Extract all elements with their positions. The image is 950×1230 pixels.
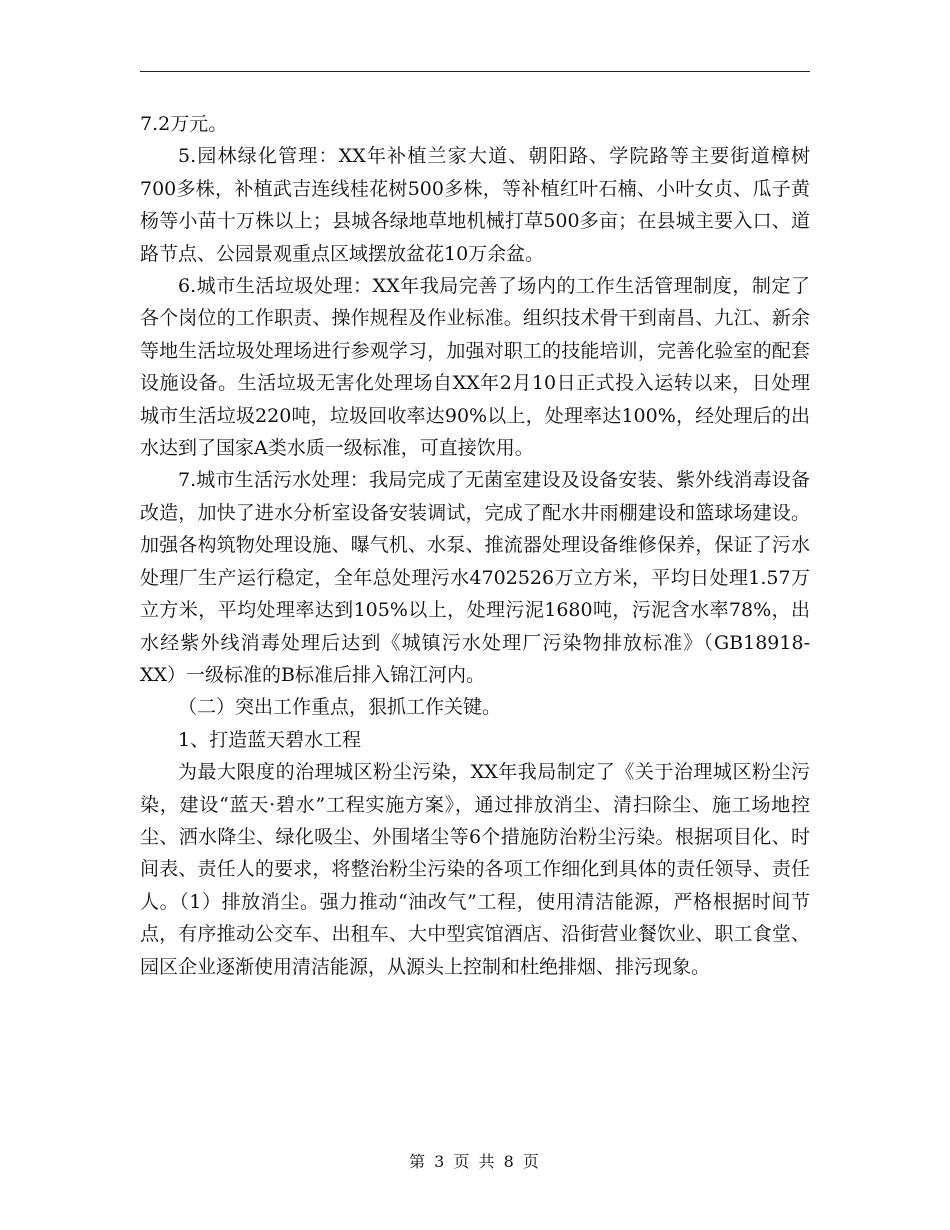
paragraph-garden-management: 5.园林绿化管理：XX年补植兰家大道、朝阳路、学院路等主要街道樟树700多株，补植武吉连线桂花树500多株，等补植红叶石楠、小叶女贞、瓜子黄杨等小苗十万株以上；县城各绿地草地机械打草500多亩；在县城主要入口、道路节点、公园景观重点区域摆放盆花10万余盆。 (140, 145, 810, 265)
paragraph-dust-control: 为最大限度的治理城区粉尘污染，XX年我局制定了《关于治理城区粉尘污染，建设“蓝天·碧水”工程实施方案》，通过排放消尘、清扫除尘、施工场地控尘、洒水降尘、绿化吸尘、外围堵尘等6个措施防治粉尘污染。根据项目化、时间表、责任人的要求，将整治粉尘污染的各项工作细化到具体的责任领导、责任人。（1）排放消尘。强力推动“油改气”工程，使用清洁能源，严格根据时间节点，有序推动公交车、出租车、大中型宾馆酒店、沿街营业餐饮业、职工食堂、园区企业逐渐使用清洁能源，从源头上控制和杜绝排烟、排污现象。 (140, 761, 810, 978)
paragraph-continued: 7.2万元。 (140, 113, 228, 135)
subheading-blue-sky-project: 1、打造蓝天碧水工程 (178, 728, 362, 751)
section-heading-2: （二）突出工作重点，狠抓工作关键。 (178, 696, 502, 719)
page-number: 第 3 页 共 8 页 (409, 1152, 541, 1171)
document-body (140, 108, 810, 983)
paragraph-sewage-processing: 7.城市生活污水处理：我局完成了无菌室建设及设备安装、紫外线消毒设备改造，加快了进水分析室设备安装调试，完成了配水井雨棚建设和篮球场建设。加强各构筑物处理设施、曝气机、水泵、推流器处理设备维修保养，保证了污水处理厂生产运行稳定，全年总处理污水4702526万立方米，平均日处理1.57万立方米，平均处理率达到105%以上，处理污泥1680吨，污泥含水率78%，出水经紫外线消毒处理后达到《城镇污水处理厂污染物排放标准》（GB18918-XX）一级标准的B标准后排入锦江河内。 (140, 469, 810, 686)
paragraph-garbage-processing: 6.城市生活垃圾处理：XX年我局完善了场内的工作生活管理制度，制定了各个岗位的工作职责、操作规程及作业标准。组织技术骨干到南昌、九江、新余等地生活垃圾处理场进行参观学习，加强对职工的技能培训，完善化验室的配套设施设备。生活垃圾无害化处理场自XX年2月10日正式投入运转以来，日处理城市生活垃圾220吨，垃圾回收率达90%以上，处理率达100%，经处理后的出水达到了国家A类水质一级标准，可直接饮用。 (140, 275, 810, 460)
header-rule (140, 71, 810, 72)
